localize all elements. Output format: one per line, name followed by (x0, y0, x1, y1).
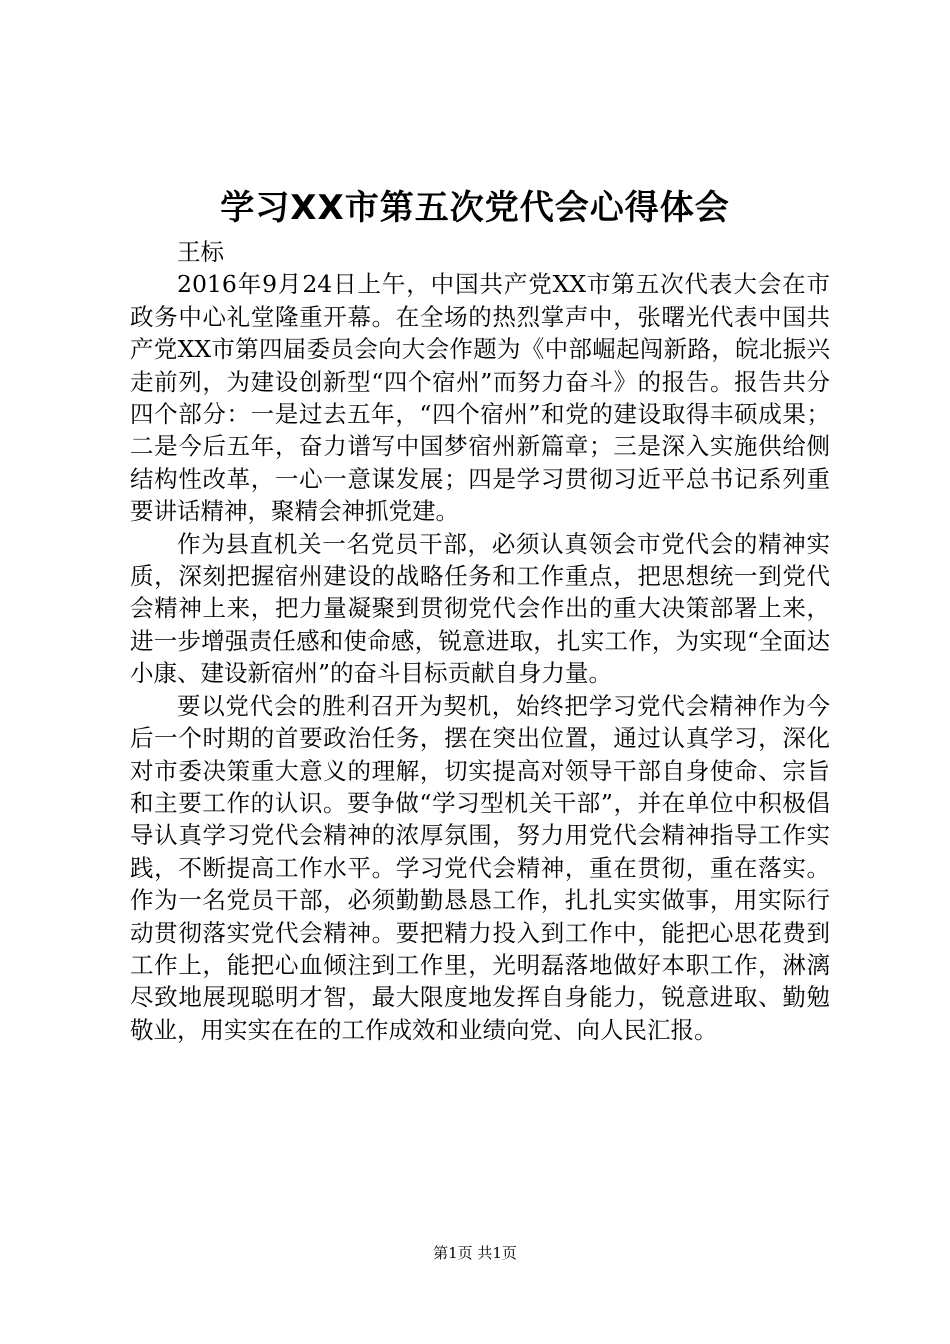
page-footer: 第1页 共1页 (433, 1244, 517, 1262)
document-body (130, 236, 830, 1046)
author-line: 王标 (177, 238, 224, 266)
body-paragraph-1: 2016年9月24日上午，中国共产党XX市第五次代表大会在市政务中心礼堂隆重开幕。在全场的热烈掌声中，张曙光代表中国共产党XX市第四届委员会向大会作题为《中部崛起闯新路，皖北振兴走前列，为建设创新型“四个宿州”而努力奋斗》的报告。报告共分四个部分：一是过去五年，“四个宿州”和党的建设取得丰硕成果；二是今后五年，奋力谱写中国梦宿州新篇章；三是深入实施供给侧结构性改革，一心一意谋发展；四是学习贯彻习近平总书记系列重要讲话精神，聚精会神抓党建。 (130, 270, 830, 526)
body-paragraph-3: 要以党代会的胜利召开为契机，始终把学习党代会精神作为今后一个时期的首要政治任务，摆在突出位置，通过认真学习，深化对市委决策重大意义的理解，切实提高对领导干部自身使命、宗旨和主要工作的认识。要争做“学习型机关干部”，并在单位中积极倡导认真学习党代会精神的浓厚氛围，努力用党代会精神指导工作实践，不断提高工作水平。学习党代会精神，重在贯彻，重在落实。作为一名党员干部，必须勤勤恳恳工作，扎扎实实做事，用实际行动贯彻落实党代会精神。要把精力投入到工作中，能把心思花费到工作上，能把心血倾注到工作里，光明磊落地做好本职工作，淋漓尽致地展现聪明才智，最大限度地发挥自身能力，锐意进取、勤勉敬业，用实实在在的工作成效和业绩向党、向人民汇报。 (130, 691, 830, 1044)
body-paragraph-2: 作为县直机关一名党员干部，必须认真领会市党代会的精神实质，深刻把握宿州建设的战略任务和工作重点，把思想统一到党代会精神上来，把力量凝聚到贯彻党代会作出的重大决策部署上来，进一步增强责任感和使命感，锐意进取，扎实工作，为实现“全面达小康、建设新宿州”的奋斗目标贡献自身力量。 (130, 529, 830, 688)
document-title: 学习XX市第五次党代会心得体会 (220, 188, 730, 228)
